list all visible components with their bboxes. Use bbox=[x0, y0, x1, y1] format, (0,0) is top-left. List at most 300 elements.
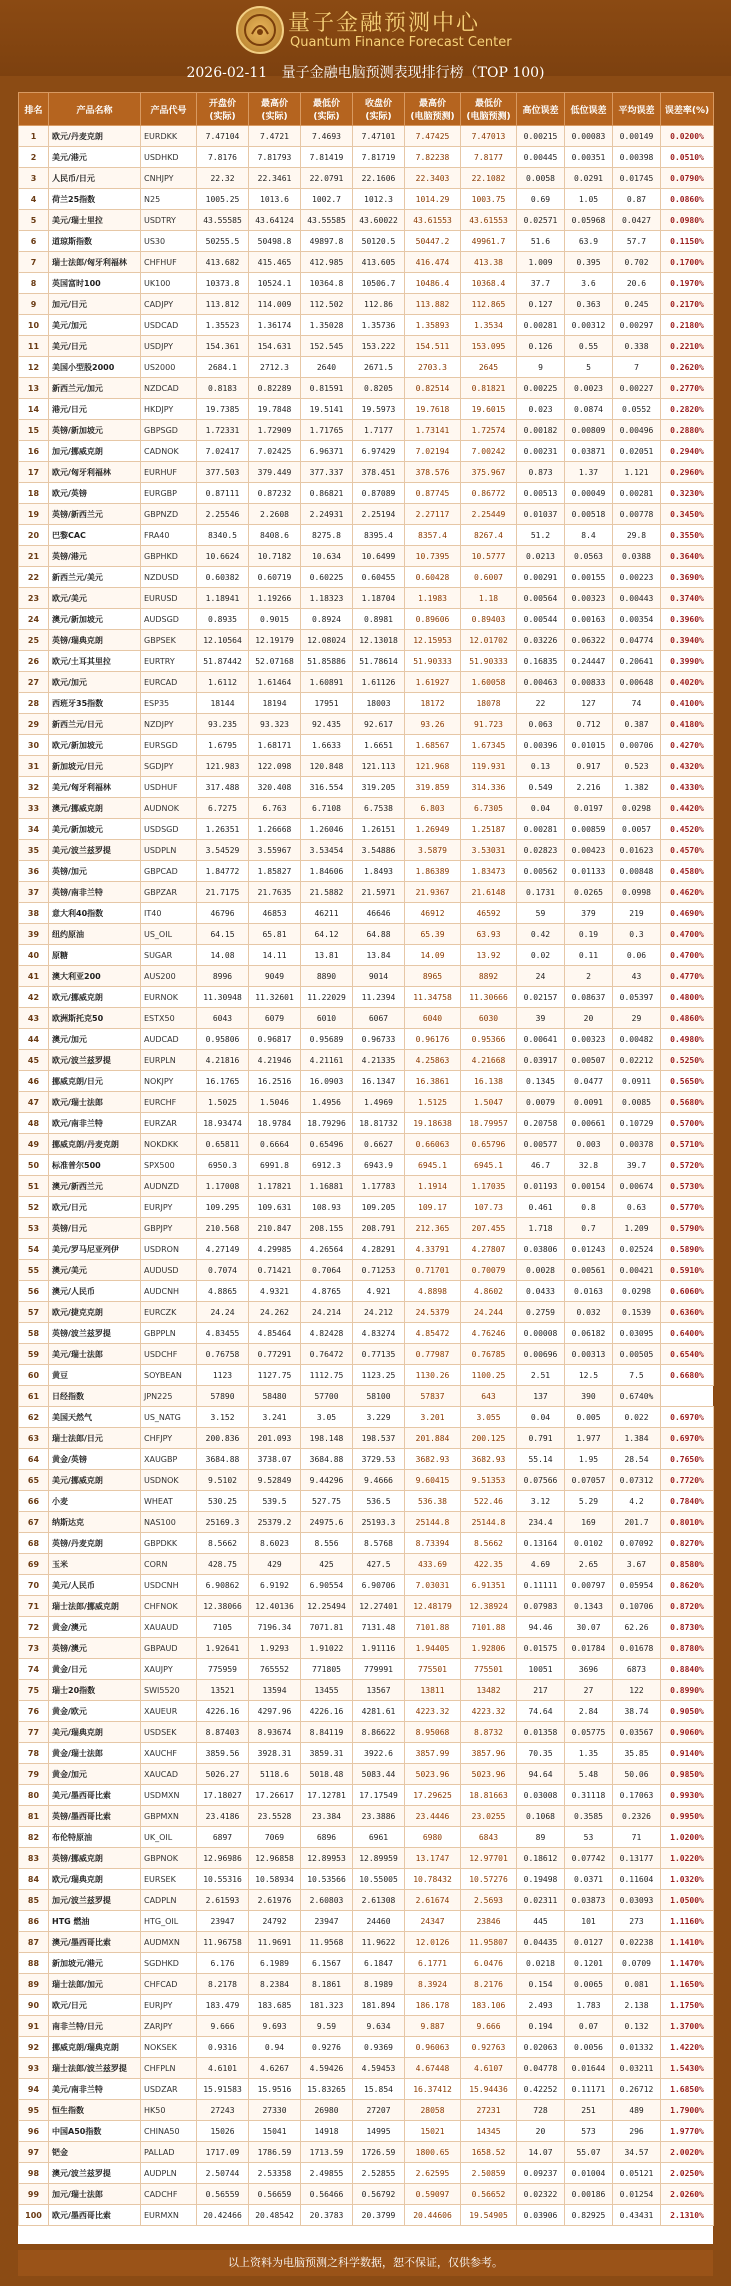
table-cell: 0.0079 bbox=[517, 1092, 565, 1113]
table-cell: 0.00351 bbox=[565, 147, 613, 168]
table-cell: 2.138 bbox=[613, 1995, 661, 2016]
table-cell: 欧洲斯托克50 bbox=[49, 1008, 141, 1029]
table-cell: 728 bbox=[517, 2100, 565, 2121]
table-cell: 0.03873 bbox=[565, 1890, 613, 1911]
table-cell: 3.12 bbox=[517, 1491, 565, 1512]
table-cell: 0.00674 bbox=[613, 1176, 661, 1197]
table-cell: 8.87403 bbox=[197, 1722, 249, 1743]
table-cell: AUDSGD bbox=[141, 609, 197, 630]
table-cell: 46 bbox=[19, 1071, 49, 1092]
table-cell: 0.02063 bbox=[517, 2037, 565, 2058]
table-cell: 67 bbox=[19, 1512, 49, 1533]
table-cell: 320.408 bbox=[249, 777, 301, 798]
table-cell: 63.93 bbox=[461, 924, 517, 945]
table-cell: 25193.3 bbox=[353, 1512, 405, 1533]
table-cell: 23.4446 bbox=[405, 1806, 461, 1827]
table-cell: 0.8730% bbox=[661, 1617, 714, 1638]
table-cell: 8965 bbox=[405, 966, 461, 987]
table-cell: 美国小型股2000 bbox=[49, 357, 141, 378]
table-cell: 2.24931 bbox=[301, 504, 353, 525]
table-cell: 3696 bbox=[565, 1659, 613, 1680]
table-cell: 5.48 bbox=[565, 1764, 613, 1785]
table-cell: 0.06322 bbox=[565, 630, 613, 651]
table-cell: 21.9367 bbox=[405, 882, 461, 903]
table-cell: 4.33791 bbox=[405, 1239, 461, 1260]
table-cell: 瑞士20指数 bbox=[49, 1680, 141, 1701]
table-cell: 4.25863 bbox=[405, 1050, 461, 1071]
table-cell: 1.67345 bbox=[461, 735, 517, 756]
table-cell: 0.00564 bbox=[517, 588, 565, 609]
table-cell: 0.01193 bbox=[517, 1176, 565, 1197]
table-cell: 0.00421 bbox=[613, 1260, 661, 1281]
table-cell: 0.00513 bbox=[517, 483, 565, 504]
table-cell: 7 bbox=[19, 252, 49, 273]
table-cell: 1.35028 bbox=[301, 315, 353, 336]
table-cell: 8890 bbox=[301, 966, 353, 987]
table-row bbox=[19, 1449, 714, 1470]
table-cell: 0.06 bbox=[613, 945, 661, 966]
column-header: 最高价 (实际) bbox=[249, 93, 301, 126]
table-cell: 416.474 bbox=[405, 252, 461, 273]
table-cell: 89 bbox=[19, 1974, 49, 1995]
table-cell: 0.0563 bbox=[565, 546, 613, 567]
table-cell: 15041 bbox=[249, 2121, 301, 2142]
table-cell: 69 bbox=[19, 1554, 49, 1575]
table-cell: 6897 bbox=[197, 1827, 249, 1848]
table-cell: 6.96371 bbox=[301, 441, 353, 462]
table-row bbox=[19, 1533, 714, 1554]
table-cell: 2.65 bbox=[565, 1554, 613, 1575]
table-cell: 2.0260% bbox=[661, 2184, 714, 2205]
table-row bbox=[19, 1953, 714, 1974]
table-cell: 771805 bbox=[301, 1659, 353, 1680]
table-cell: 0.9369 bbox=[353, 2037, 405, 2058]
table-cell: 1.121 bbox=[613, 462, 661, 483]
table-cell: 0.19498 bbox=[517, 1869, 565, 1890]
table-cell: 573 bbox=[565, 2121, 613, 2142]
table-cell: 23.0255 bbox=[461, 1806, 517, 1827]
table-cell: 119.931 bbox=[461, 756, 517, 777]
table-cell: 3682.93 bbox=[405, 1449, 461, 1470]
table-row bbox=[19, 1260, 714, 1281]
table-row bbox=[19, 735, 714, 756]
table-cell: 0.07983 bbox=[517, 1596, 565, 1617]
table-cell: 美国天然气 bbox=[49, 1407, 141, 1428]
table-cell: 0.87232 bbox=[249, 483, 301, 504]
table-cell: EURUSD bbox=[141, 588, 197, 609]
table-cell: 7101.88 bbox=[405, 1617, 461, 1638]
table-cell: 15.83265 bbox=[301, 2079, 353, 2100]
table-cell: 1002.7 bbox=[301, 189, 353, 210]
table-cell: 24.5379 bbox=[405, 1302, 461, 1323]
table-cell: 挪威克朗/瑞典克朗 bbox=[49, 2037, 141, 2058]
table-cell: 道琼斯指数 bbox=[49, 231, 141, 252]
table-cell: 314.336 bbox=[461, 777, 517, 798]
table-cell: 0.0477 bbox=[565, 1071, 613, 1092]
table-cell: 1.0200% bbox=[661, 1827, 714, 1848]
table-cell: 0.0552 bbox=[613, 399, 661, 420]
table-cell: UK100 bbox=[141, 273, 197, 294]
table-cell: 35.85 bbox=[613, 1743, 661, 1764]
table-cell: 0.873 bbox=[517, 462, 565, 483]
table-cell: 19.5141 bbox=[301, 399, 353, 420]
table-row bbox=[19, 861, 714, 882]
table-cell: USDMXN bbox=[141, 1785, 197, 1806]
table-cell: 317.488 bbox=[197, 777, 249, 798]
table-cell: 3.201 bbox=[405, 1407, 461, 1428]
table-cell: 96 bbox=[19, 2121, 49, 2142]
table-cell: USDCAD bbox=[141, 315, 197, 336]
page-title bbox=[0, 60, 731, 86]
table-cell: 21.5971 bbox=[353, 882, 405, 903]
table-cell: 13.1747 bbox=[405, 1848, 461, 1869]
table-cell: 6.1771 bbox=[405, 1953, 461, 1974]
table-cell: 6.7305 bbox=[461, 798, 517, 819]
table-cell: 2.216 bbox=[565, 777, 613, 798]
table-cell: 43 bbox=[613, 966, 661, 987]
table-cell: 49 bbox=[19, 1134, 49, 1155]
table-cell: 0.96733 bbox=[353, 1029, 405, 1050]
table-cell: 4.69 bbox=[517, 1554, 565, 1575]
table-cell: 0.1343 bbox=[565, 1596, 613, 1617]
table-cell: 428.75 bbox=[197, 1554, 249, 1575]
table-row bbox=[19, 168, 714, 189]
table-cell: 0.4980% bbox=[661, 1029, 714, 1050]
table-cell: 38.74 bbox=[613, 1701, 661, 1722]
table-cell: 8267.4 bbox=[461, 525, 517, 546]
table-cell: 16 bbox=[19, 441, 49, 462]
table-cell: 5018.48 bbox=[301, 1764, 353, 1785]
table-cell: 英镑/加元 bbox=[49, 861, 141, 882]
table-cell: 0.59097 bbox=[405, 2184, 461, 2205]
table-cell: 1123 bbox=[197, 1365, 249, 1386]
table-row bbox=[19, 399, 714, 420]
table-cell: 12.19179 bbox=[249, 630, 301, 651]
table-cell: 4.26564 bbox=[301, 1239, 353, 1260]
table-cell: 24.262 bbox=[249, 1302, 301, 1323]
table-cell: 4.27149 bbox=[197, 1239, 249, 1260]
table-cell: 5.29 bbox=[565, 1491, 613, 1512]
table-cell: 黄金/澳元 bbox=[49, 1617, 141, 1638]
table-cell: 0.9316 bbox=[197, 2037, 249, 2058]
table-row bbox=[19, 609, 714, 630]
table-row bbox=[19, 1470, 714, 1491]
table-cell: 0.9276 bbox=[301, 2037, 353, 2058]
table-cell: 12.15953 bbox=[405, 630, 461, 651]
table-cell: 0.8205 bbox=[353, 378, 405, 399]
table-cell: 11.9622 bbox=[353, 1932, 405, 1953]
table-cell: 0.00398 bbox=[613, 147, 661, 168]
table-cell: 10524.1 bbox=[249, 273, 301, 294]
table-cell: 77 bbox=[19, 1722, 49, 1743]
table-cell: 3.6 bbox=[565, 273, 613, 294]
table-cell: 2.0020% bbox=[661, 2142, 714, 2163]
table-cell: 27330 bbox=[249, 2100, 301, 2121]
table-cell: 2645 bbox=[461, 357, 517, 378]
table-cell: 22.0791 bbox=[301, 168, 353, 189]
table-cell: 208.791 bbox=[353, 1218, 405, 1239]
table-cell: 14995 bbox=[353, 2121, 405, 2142]
table-cell: 23947 bbox=[197, 1911, 249, 1932]
table-cell: 109.295 bbox=[197, 1197, 249, 1218]
table-cell: 0.00215 bbox=[517, 126, 565, 147]
table-cell: SGDJPY bbox=[141, 756, 197, 777]
table-cell: 536.38 bbox=[405, 1491, 461, 1512]
table-cell: 0.03093 bbox=[613, 1890, 661, 1911]
table-cell: 153.222 bbox=[353, 336, 405, 357]
table-cell: 1.0220% bbox=[661, 1848, 714, 1869]
table-cell: 4.8765 bbox=[301, 1281, 353, 1302]
table-cell: 70.35 bbox=[517, 1743, 565, 1764]
table-cell: 0.4320% bbox=[661, 756, 714, 777]
table-row bbox=[19, 546, 714, 567]
table-cell: 英镑/墨西哥比索 bbox=[49, 1806, 141, 1827]
table-cell: 51.6 bbox=[517, 231, 565, 252]
table-cell: 美元/墨西哥比索 bbox=[49, 1785, 141, 1806]
table-cell: 0.5720% bbox=[661, 1155, 714, 1176]
column-header: 产品名称 bbox=[49, 93, 141, 126]
table-cell: 210.568 bbox=[197, 1218, 249, 1239]
table-cell: 72 bbox=[19, 1617, 49, 1638]
table-cell: 0.0056 bbox=[565, 2037, 613, 2058]
table-cell: 530.25 bbox=[197, 1491, 249, 1512]
table-cell: 6.1847 bbox=[353, 1953, 405, 1974]
table-cell: 17.29625 bbox=[405, 1785, 461, 1806]
table-cell: 39 bbox=[19, 924, 49, 945]
table-cell: 25379.2 bbox=[249, 1512, 301, 1533]
table-cell: HTG 燃油 bbox=[49, 1911, 141, 1932]
table-row bbox=[19, 840, 714, 861]
table-cell: 0.4180% bbox=[661, 714, 714, 735]
table-cell: 美元/挪威克朗 bbox=[49, 1470, 141, 1491]
table-cell: 澳元/挪威克朗 bbox=[49, 798, 141, 819]
table-cell: 536.5 bbox=[353, 1491, 405, 1512]
table-cell: 14918 bbox=[301, 2121, 353, 2142]
table-cell: ZARJPY bbox=[141, 2016, 197, 2037]
table-cell: 28058 bbox=[405, 2100, 461, 2121]
table-cell: 0.00423 bbox=[565, 840, 613, 861]
table-cell: 7.81719 bbox=[353, 147, 405, 168]
table-cell: 71 bbox=[613, 1827, 661, 1848]
table-cell: 1.84606 bbox=[301, 861, 353, 882]
table-cell: 13811 bbox=[405, 1680, 461, 1701]
table-cell: 7.4721 bbox=[249, 126, 301, 147]
table-cell: 0.02322 bbox=[517, 2184, 565, 2205]
table-cell: 78 bbox=[19, 1743, 49, 1764]
table-row bbox=[19, 1386, 714, 1407]
table-cell: 0.0427 bbox=[613, 210, 661, 231]
table-cell: 4226.16 bbox=[301, 1701, 353, 1722]
table-cell: 775501 bbox=[461, 1659, 517, 1680]
table-cell: 0.1201 bbox=[565, 1953, 613, 1974]
table-cell: 0.05121 bbox=[613, 2163, 661, 2184]
column-header: 产品代号 bbox=[141, 93, 197, 126]
table-cell: 0.6627 bbox=[353, 1134, 405, 1155]
table-cell: 12.89953 bbox=[301, 1848, 353, 1869]
table-row bbox=[19, 462, 714, 483]
table-cell: 27243 bbox=[197, 2100, 249, 2121]
table-row bbox=[19, 1911, 714, 1932]
table-cell: 加元/日元 bbox=[49, 294, 141, 315]
table-cell: 6 bbox=[19, 231, 49, 252]
table-cell: 64.12 bbox=[301, 924, 353, 945]
table-cell: 24460 bbox=[353, 1911, 405, 1932]
table-cell: 0.60719 bbox=[249, 567, 301, 588]
table-cell: 4223.32 bbox=[461, 1701, 517, 1722]
table-cell: 0.00396 bbox=[517, 735, 565, 756]
table-cell: 1.91116 bbox=[353, 1638, 405, 1659]
table-cell: 36 bbox=[19, 861, 49, 882]
table-cell: 0.01575 bbox=[517, 1638, 565, 1659]
table-cell: XAUCHF bbox=[141, 1743, 197, 1764]
table-cell: 0.132 bbox=[613, 2016, 661, 2037]
table-cell: 0.194 bbox=[517, 2016, 565, 2037]
table-cell: GBPSGD bbox=[141, 420, 197, 441]
table-cell: NOKJPY bbox=[141, 1071, 197, 1092]
table-cell: 422.35 bbox=[461, 1554, 517, 1575]
table-row bbox=[19, 525, 714, 546]
table-cell: 74 bbox=[613, 693, 661, 714]
table-row bbox=[19, 903, 714, 924]
table-cell: 198.537 bbox=[353, 1428, 405, 1449]
table-cell: 3.05 bbox=[301, 1407, 353, 1428]
table-cell: 64.88 bbox=[353, 924, 405, 945]
table-row bbox=[19, 1239, 714, 1260]
table-cell: 38 bbox=[19, 903, 49, 924]
table-cell: 0.7 bbox=[565, 1218, 613, 1239]
table-cell: 0.13177 bbox=[613, 1848, 661, 1869]
table-cell: 黄金/瑞士法郎 bbox=[49, 1743, 141, 1764]
table-cell: 112.86 bbox=[353, 294, 405, 315]
table-cell: 6.763 bbox=[249, 798, 301, 819]
table-cell: 0.87111 bbox=[197, 483, 249, 504]
table-cell: 3.055 bbox=[461, 1407, 517, 1428]
table-cell: 10.7395 bbox=[405, 546, 461, 567]
table-cell: 7.47101 bbox=[353, 126, 405, 147]
table-cell: 10506.7 bbox=[353, 273, 405, 294]
table-cell: 0.5710% bbox=[661, 1134, 714, 1155]
table-cell: 欧元/丹麦克朗 bbox=[49, 126, 141, 147]
table-cell: 15.94436 bbox=[461, 2079, 517, 2100]
table-cell: 1.6795 bbox=[197, 735, 249, 756]
table-cell: 6945.1 bbox=[461, 1155, 517, 1176]
table-cell: 20.48542 bbox=[249, 2205, 301, 2226]
table-cell: 1.26046 bbox=[301, 819, 353, 840]
table-cell: 0.00083 bbox=[565, 126, 613, 147]
table-cell: ESP35 bbox=[141, 693, 197, 714]
table-cell: 183.479 bbox=[197, 1995, 249, 2016]
table-cell: 11.9691 bbox=[249, 1932, 301, 1953]
table-cell: 英镑/澳元 bbox=[49, 1638, 141, 1659]
table-cell: 0.03008 bbox=[517, 1785, 565, 1806]
table-cell: 4.82428 bbox=[301, 1323, 353, 1344]
table-cell: 1.17783 bbox=[353, 1176, 405, 1197]
table-cell: 1800.65 bbox=[405, 2142, 461, 2163]
table-cell: 意大利40指数 bbox=[49, 903, 141, 924]
table-cell: 61 bbox=[19, 1386, 49, 1407]
table-row bbox=[19, 1302, 714, 1323]
table-row bbox=[19, 315, 714, 336]
table-cell: 2.493 bbox=[517, 1995, 565, 2016]
table-cell: EURSEK bbox=[141, 1869, 197, 1890]
table-cell: 0.00463 bbox=[517, 672, 565, 693]
table-cell: USDRON bbox=[141, 1239, 197, 1260]
table-cell: 0.07 bbox=[565, 2016, 613, 2037]
table-row bbox=[19, 798, 714, 819]
table-cell: 137 bbox=[517, 1386, 565, 1407]
table-cell: 0.2770% bbox=[661, 378, 714, 399]
table-cell: 1.35893 bbox=[405, 315, 461, 336]
table-cell: 6.90554 bbox=[301, 1575, 353, 1596]
table-cell: 58100 bbox=[353, 1386, 405, 1407]
table-cell: 7.82238 bbox=[405, 147, 461, 168]
table-cell: 1.6850% bbox=[661, 2079, 714, 2100]
table-row bbox=[19, 1848, 714, 1869]
table-cell: 0.02823 bbox=[517, 840, 565, 861]
table-cell: 6.97429 bbox=[353, 441, 405, 462]
table-cell: 3.54886 bbox=[353, 840, 405, 861]
table-cell: 22.1606 bbox=[353, 168, 405, 189]
ranking-table-container bbox=[18, 92, 713, 2244]
table-cell: 1.72574 bbox=[461, 420, 517, 441]
table-row bbox=[19, 1596, 714, 1617]
table-cell: 0.4020% bbox=[661, 672, 714, 693]
table-cell: 0.05968 bbox=[565, 210, 613, 231]
table-cell: 2.62595 bbox=[405, 2163, 461, 2184]
table-cell: 65 bbox=[19, 1470, 49, 1491]
table-cell: 1.19266 bbox=[249, 588, 301, 609]
table-cell: 0.9050% bbox=[661, 1701, 714, 1722]
table-cell: 2.61976 bbox=[249, 1890, 301, 1911]
table-cell: 0.2940% bbox=[661, 441, 714, 462]
table-cell: 779991 bbox=[353, 1659, 405, 1680]
table-cell: 425 bbox=[301, 1554, 353, 1575]
table-cell: 0.04 bbox=[517, 798, 565, 819]
table-cell: 0.31118 bbox=[565, 1785, 613, 1806]
table-cell: 0.032 bbox=[565, 1302, 613, 1323]
table-cell: 15.9516 bbox=[249, 2079, 301, 2100]
table-cell: 0.523 bbox=[613, 756, 661, 777]
table-cell: 45 bbox=[19, 1050, 49, 1071]
table-cell: 14 bbox=[19, 399, 49, 420]
table-cell: 4226.16 bbox=[197, 1701, 249, 1722]
table-cell: 纳斯达克 bbox=[49, 1512, 141, 1533]
table-row bbox=[19, 1365, 714, 1386]
table-cell: 0.917 bbox=[565, 756, 613, 777]
table-cell: 5023.96 bbox=[461, 1764, 517, 1785]
table-cell: 0.01243 bbox=[565, 1239, 613, 1260]
table-cell: 0.00231 bbox=[517, 441, 565, 462]
table-row bbox=[19, 1869, 714, 1890]
table-cell: 0.8990% bbox=[661, 1680, 714, 1701]
table-cell: 0.03211 bbox=[613, 2058, 661, 2079]
table-cell: 0.8580% bbox=[661, 1554, 714, 1575]
table-cell: 0.3450% bbox=[661, 504, 714, 525]
table-cell: 0.023 bbox=[517, 399, 565, 420]
table-cell: 212.365 bbox=[405, 1218, 461, 1239]
table-cell: 0.65796 bbox=[461, 1134, 517, 1155]
table-cell: 加元/挪威克朗 bbox=[49, 441, 141, 462]
table-row bbox=[19, 1155, 714, 1176]
table-cell: 0.0291 bbox=[565, 168, 613, 189]
table-row bbox=[19, 819, 714, 840]
table-row bbox=[19, 1491, 714, 1512]
table-cell: 0.77135 bbox=[353, 1344, 405, 1365]
table-cell: 20.3783 bbox=[301, 2205, 353, 2226]
table-cell: 0.60225 bbox=[301, 567, 353, 588]
table-cell: 22.32 bbox=[197, 168, 249, 189]
table-cell: 0.87745 bbox=[405, 483, 461, 504]
